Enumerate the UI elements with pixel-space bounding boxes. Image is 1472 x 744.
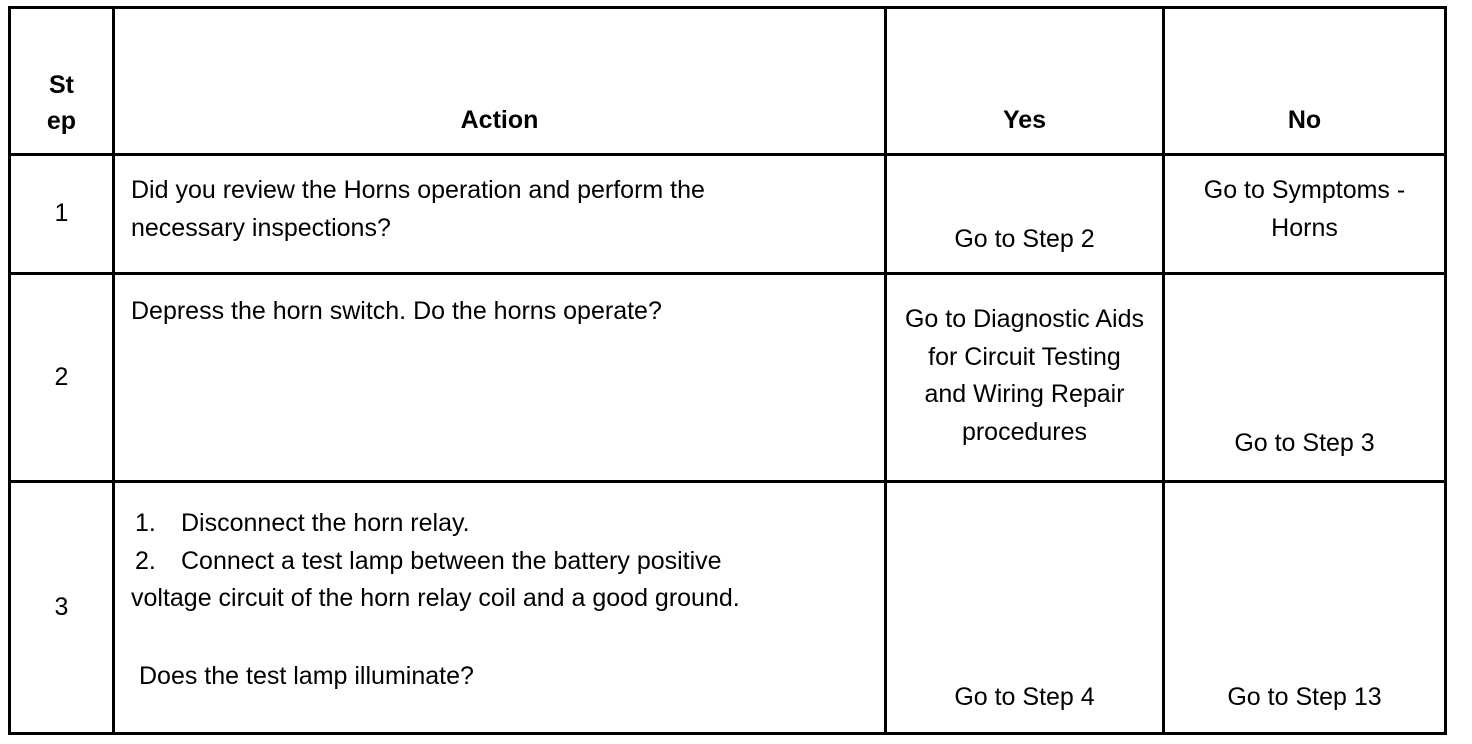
step-number: 1 [10, 155, 114, 274]
list-text: Connect a test lamp between the battery positive [181, 546, 722, 575]
table-row [10, 274, 1446, 482]
no-text-line: Horns [1271, 213, 1338, 242]
header-no: No [1164, 8, 1446, 155]
yes-text-line: for Circuit Testing [928, 342, 1121, 371]
list-item [131, 543, 874, 581]
list-item [131, 505, 874, 543]
yes-text-line: procedures [961, 417, 1088, 446]
list-continuation: voltage circuit of the horn relay coil and a good ground. [131, 584, 740, 612]
table-row [10, 155, 1446, 274]
action-text-line: necessary inspections? [131, 213, 391, 242]
header-yes: Yes [886, 8, 1164, 155]
header-row [10, 8, 1446, 155]
action-cell [114, 482, 886, 734]
list-number: 1. [135, 509, 156, 537]
header-step-line1: St [49, 70, 74, 99]
no-cell: Go to Step 13 [1164, 482, 1446, 734]
action-cell: Depress the horn switch. Do the horns operate? [114, 274, 886, 482]
diagnostic-table [8, 6, 1447, 735]
action-cell [114, 155, 886, 274]
header-step-line2: ep [46, 106, 77, 135]
no-cell [1164, 155, 1446, 274]
action-question: Does the test lamp illuminate? [139, 661, 474, 690]
list-number: 2. [135, 546, 156, 575]
spacer [131, 618, 874, 658]
yes-cell: Go to Step 2 [886, 155, 1164, 274]
no-text-line: Go to Symptoms - [1203, 176, 1406, 204]
yes-cell: Go to Step 4 [886, 482, 1164, 734]
step-number: 2 [10, 274, 114, 482]
list-text: Disconnect the horn relay. [181, 509, 470, 537]
header-step [10, 8, 114, 155]
yes-cell [886, 274, 1164, 482]
table-row [10, 482, 1446, 734]
diagnostic-table-container [8, 6, 1444, 732]
yes-text-line: Go to Diagnostic Aids [904, 305, 1144, 333]
yes-text-line: and Wiring Repair [924, 380, 1125, 408]
no-cell: Go to Step 3 [1164, 274, 1446, 482]
header-action: Action [114, 8, 886, 155]
action-text-line: Did you review the Horns operation and perform the [131, 176, 705, 204]
step-number: 3 [10, 482, 114, 734]
